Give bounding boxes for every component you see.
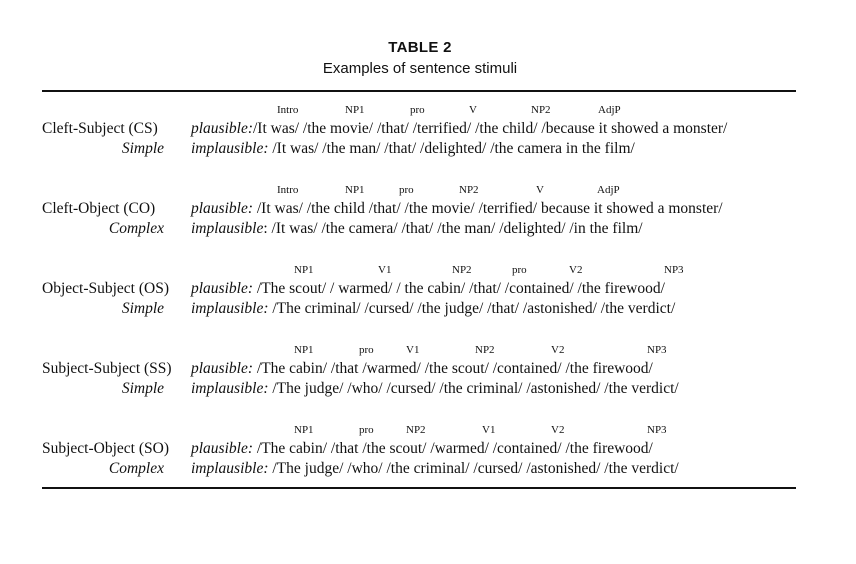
implausible-text: /The criminal/ /cursed/ /the judge/ /that/ /astonished/ /the verdict/	[268, 300, 676, 317]
constituent-label: NP1	[294, 344, 314, 356]
constituent-label: NP2	[452, 264, 472, 276]
constituent-label: NP1	[294, 424, 314, 436]
condition-name: Object-Subject (OS)	[42, 280, 169, 297]
constituent-label: AdjP	[597, 184, 620, 196]
constituent-label: V1	[482, 424, 496, 436]
plausible-text: /It was/ /the child /that/ /the movie/ /terrified/ because it showed a monster/	[253, 200, 723, 217]
constituent-label: Intro	[277, 104, 299, 116]
constituent-label: V1	[378, 264, 392, 276]
implausible-text: : /It was/ /the camera/ /that/ /the man/ /delighted/ /in the film/	[263, 220, 643, 237]
constituent-label: pro	[410, 104, 425, 116]
top-rule	[42, 90, 796, 92]
constituent-label: NP3	[647, 344, 667, 356]
table-row-co	[0, 184, 856, 244]
implausible-text: /The judge/ /who/ /cursed/ /the criminal/ /astonished/ /the verdict/	[268, 380, 679, 397]
implausible-sentence	[191, 140, 635, 158]
constituent-label: V	[536, 184, 544, 196]
plausible-text: /The cabin/ /that /the scout/ /warmed/ /contained/ /the firewood/	[253, 440, 653, 457]
constituent-label: V2	[551, 424, 565, 436]
constituent-label: NP1	[294, 264, 314, 276]
constituent-label: Intro	[277, 184, 299, 196]
plausible-tag: plausible:	[191, 120, 253, 137]
constituent-label: pro	[359, 344, 374, 356]
constituent-label: AdjP	[598, 104, 621, 116]
table-row-ss	[0, 344, 856, 404]
constituent-label: pro	[512, 264, 527, 276]
constituent-label: V2	[551, 344, 565, 356]
implausible-tag: implausible	[191, 220, 264, 237]
constituent-label: V2	[569, 264, 583, 276]
implausible-sentence	[191, 300, 675, 318]
complexity-label: Complex	[108, 460, 164, 477]
constituent-labels	[0, 104, 856, 120]
plausible-tag: plausible:	[191, 280, 253, 297]
complexity-label: Simple	[121, 380, 164, 397]
implausible-sentence	[191, 460, 679, 478]
constituent-label: NP1	[345, 104, 365, 116]
plausible-sentence	[191, 440, 653, 458]
implausible-text: /It was/ /the man/ /that/ /delighted/ /the camera in the film/	[268, 140, 635, 157]
constituent-label: pro	[399, 184, 414, 196]
complexity-label: Simple	[121, 140, 164, 157]
plausible-sentence	[191, 280, 665, 298]
constituent-labels	[0, 264, 856, 280]
constituent-labels	[0, 344, 856, 360]
table-row-so	[0, 424, 856, 484]
plausible-sentence	[191, 200, 723, 218]
constituent-label: NP2	[406, 424, 426, 436]
complexity-label: Complex	[108, 220, 164, 237]
plausible-tag: plausible:	[191, 440, 253, 457]
table-row-os	[0, 264, 856, 324]
implausible-sentence	[191, 220, 643, 238]
bottom-rule	[42, 487, 796, 489]
plausible-text: /It was/ /the movie/ /that/ /terrified/ /the child/ /because it showed a monster/	[253, 120, 728, 137]
table-title: TABLE 2	[388, 39, 452, 56]
table-subtitle: Examples of sentence stimuli	[322, 60, 518, 77]
plausible-text: /The scout/ / warmed/ / the cabin/ /that/ /contained/ /the firewood/	[253, 280, 665, 297]
constituent-label: NP3	[664, 264, 684, 276]
implausible-tag: implausible:	[191, 380, 269, 397]
plausible-tag: plausible:	[191, 200, 253, 217]
condition-name: Subject-Subject (SS)	[42, 360, 172, 377]
condition-name: Cleft-Subject (CS)	[42, 120, 158, 137]
constituent-label: NP2	[531, 104, 551, 116]
complexity-label: Simple	[121, 300, 164, 317]
constituent-label: V	[469, 104, 477, 116]
constituent-label: V1	[406, 344, 420, 356]
constituent-label: NP3	[647, 424, 667, 436]
implausible-sentence	[191, 380, 679, 398]
constituent-labels	[0, 184, 856, 200]
constituent-labels	[0, 424, 856, 440]
constituent-label: NP2	[459, 184, 479, 196]
implausible-tag: implausible:	[191, 460, 269, 477]
implausible-text: /The judge/ /who/ /the criminal/ /cursed/ /astonished/ /the verdict/	[268, 460, 679, 477]
plausible-tag: plausible:	[191, 360, 253, 377]
condition-name: Subject-Object (SO)	[42, 440, 169, 457]
plausible-sentence	[191, 120, 727, 138]
constituent-label: pro	[359, 424, 374, 436]
constituent-label: NP1	[345, 184, 365, 196]
condition-name: Cleft-Object (CO)	[42, 200, 156, 217]
implausible-tag: implausible:	[191, 140, 269, 157]
plausible-text: /The cabin/ /that /warmed/ /the scout/ /contained/ /the firewood/	[253, 360, 653, 377]
table-row-cs	[0, 104, 856, 164]
constituent-label: NP2	[475, 344, 495, 356]
implausible-tag: implausible:	[191, 300, 269, 317]
plausible-sentence	[191, 360, 653, 378]
